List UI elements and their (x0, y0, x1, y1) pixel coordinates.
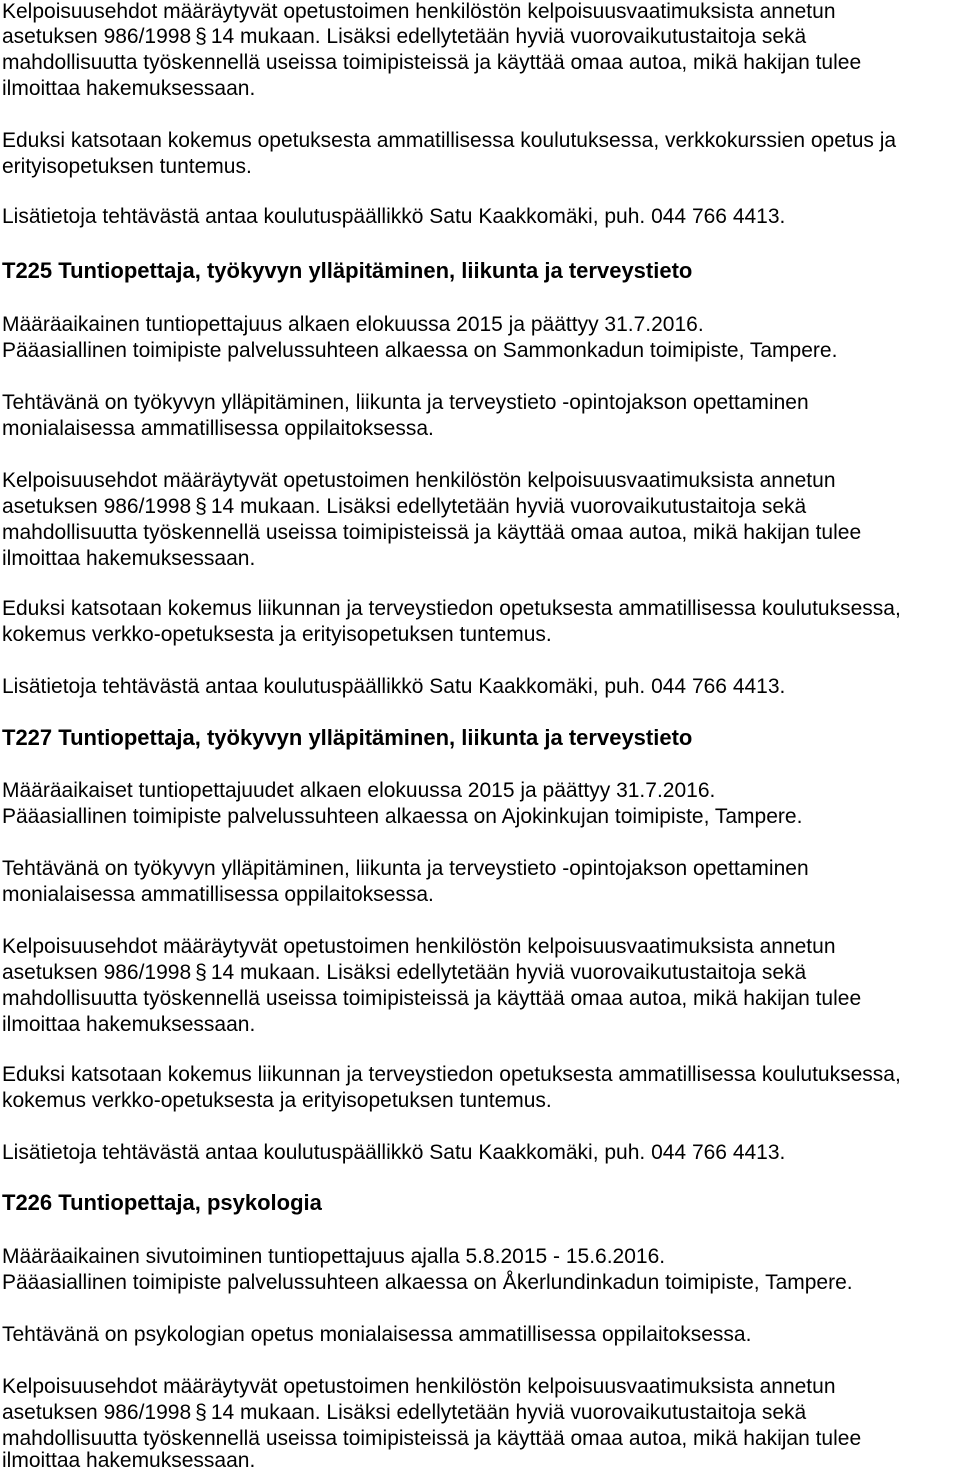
t225-heading: T225 Tuntiopettaja, työkyvyn ylläpitäminen, liikunta ja terveystieto (2, 258, 693, 283)
section-symbol: § (195, 25, 207, 48)
section-symbol: § (195, 1401, 207, 1424)
t225-qualification-line-3: mahdollisuutta työskennellä useissa toimipisteissä ja käyttää omaa autoa, mikä hakijan tulee (2, 521, 862, 544)
t226-location: Pääasiallinen toimipiste palvelussuhteen alkaessa on Åkerlundinkadun toimipiste, Tampere. (2, 1271, 853, 1294)
decree-reference: asetuksen 986/1998 (2, 25, 192, 48)
t225-qualification-line-1: Kelpoisuusehdot määräytyvät opetustoimen henkilöstön kelpoisuusvaatimuksista annetun (2, 469, 836, 492)
t226-qualification-line-1: Kelpoisuusehdot määräytyvät opetustoimen henkilöstön kelpoisuusvaatimuksista annetun (2, 1375, 836, 1398)
intro-qualification-text: 14 mukaan. Lisäksi edellytetään hyviä vuorovaikutustaitoja sekä (210, 25, 807, 48)
intro-contact-info: Lisätietoja tehtävästä antaa koulutuspäällikkö Satu Kaakkomäki, puh. 044 766 4413. (2, 205, 786, 228)
t227-qualification-line-4: ilmoittaa hakemuksessaan. (2, 1013, 256, 1036)
t225-qualification-line-4: ilmoittaa hakemuksessaan. (2, 547, 256, 570)
t226-qualification-line-2 (2, 1400, 806, 1426)
t226-contract-term: Määräaikainen sivutoiminen tuntiopettajuus ajalla 5.8.2015 - 15.6.2016. (2, 1245, 666, 1268)
t227-qualification-text: 14 mukaan. Lisäksi edellytetään hyviä vuorovaikutustaitoja sekä (210, 961, 807, 984)
intro-qualification-line-1: Kelpoisuusehdot määräytyvät opetustoimen henkilöstön kelpoisuusvaatimuksista annetun (2, 0, 836, 23)
decree-reference: asetuksen 986/1998 (2, 1401, 192, 1424)
t225-qualification-line-2 (2, 494, 806, 520)
t227-qualification-line-1: Kelpoisuusehdot määräytyvät opetustoimen henkilöstön kelpoisuusvaatimuksista annetun (2, 935, 836, 958)
t225-merit-line-2: kokemus verkko-opetuksesta ja erityisopetuksen tuntemus. (2, 623, 552, 646)
t227-contact-info: Lisätietoja tehtävästä antaa koulutuspäällikkö Satu Kaakkomäki, puh. 044 766 4413. (2, 1141, 786, 1164)
t225-location: Pääasiallinen toimipiste palvelussuhteen alkaessa on Sammonkadun toimipiste, Tampere. (2, 339, 838, 362)
t227-qualification-line-3: mahdollisuutta työskennellä useissa toimipisteissä ja käyttää omaa autoa, mikä hakijan tulee (2, 987, 862, 1010)
t226-heading: T226 Tuntiopettaja, psykologia (2, 1190, 322, 1215)
intro-qualification-line-2 (2, 24, 806, 50)
t225-qualification-text: 14 mukaan. Lisäksi edellytetään hyviä vuorovaikutustaitoja sekä (210, 495, 807, 518)
decree-reference: asetuksen 986/1998 (2, 495, 192, 518)
intro-merit-line-1: Eduksi katsotaan kokemus opetuksesta ammatillisessa koulutuksessa, verkkokurssien opetus ja (2, 129, 897, 152)
t227-location: Pääasiallinen toimipiste palvelussuhteen alkaessa on Ajokinkujan toimipiste, Tampere. (2, 805, 803, 828)
section-symbol: § (195, 495, 207, 518)
t226-qualification-text: 14 mukaan. Lisäksi edellytetään hyviä vuorovaikutustaitoja sekä (210, 1401, 807, 1424)
t227-task-line-2: monialaisessa ammatillisessa oppilaitoksessa. (2, 883, 434, 906)
intro-qualification-line-3: mahdollisuutta työskennellä useissa toimipisteissä ja käyttää omaa autoa, mikä hakijan tulee (2, 51, 862, 74)
t225-task-line-2: monialaisessa ammatillisessa oppilaitoksessa. (2, 417, 434, 440)
t225-contact-info: Lisätietoja tehtävästä antaa koulutuspäällikkö Satu Kaakkomäki, puh. 044 766 4413. (2, 675, 786, 698)
intro-merit-line-2: erityisopetuksen tuntemus. (2, 155, 252, 178)
t227-qualification-line-2 (2, 960, 806, 986)
intro-qualification-line-4: ilmoittaa hakemuksessaan. (2, 77, 256, 100)
t225-task-line-1: Tehtävänä on työkyvyn ylläpitäminen, liikunta ja terveystieto -opintojakson opettaminen (2, 391, 809, 414)
section-symbol: § (195, 961, 207, 984)
decree-reference: asetuksen 986/1998 (2, 961, 192, 984)
t227-task-line-1: Tehtävänä on työkyvyn ylläpitäminen, liikunta ja terveystieto -opintojakson opettaminen (2, 857, 809, 880)
t227-heading: T227 Tuntiopettaja, työkyvyn ylläpitäminen, liikunta ja terveystieto (2, 725, 693, 750)
t227-contract-term: Määräaikaiset tuntiopettajuudet alkaen elokuussa 2015 ja päättyy 31.7.2016. (2, 779, 716, 802)
t227-merit-line-1: Eduksi katsotaan kokemus liikunnan ja terveystiedon opetuksesta ammatillisessa koulutuksessa, (2, 1063, 901, 1086)
t225-contract-term: Määräaikainen tuntiopettajuus alkaen elokuussa 2015 ja päättyy 31.7.2016. (2, 313, 704, 336)
t227-merit-line-2: kokemus verkko-opetuksesta ja erityisopetuksen tuntemus. (2, 1089, 552, 1112)
t226-task: Tehtävänä on psykologian opetus monialaisessa ammatillisessa oppilaitoksessa. (2, 1323, 752, 1346)
t226-qualification-line-3: mahdollisuutta työskennellä useissa toimipisteissä ja käyttää omaa autoa, mikä hakijan tulee (2, 1427, 862, 1450)
t225-merit-line-1: Eduksi katsotaan kokemus liikunnan ja terveystiedon opetuksesta ammatillisessa koulutuksessa, (2, 597, 901, 620)
t226-qualification-line-4: ilmoittaa hakemuksessaan. (2, 1449, 256, 1472)
